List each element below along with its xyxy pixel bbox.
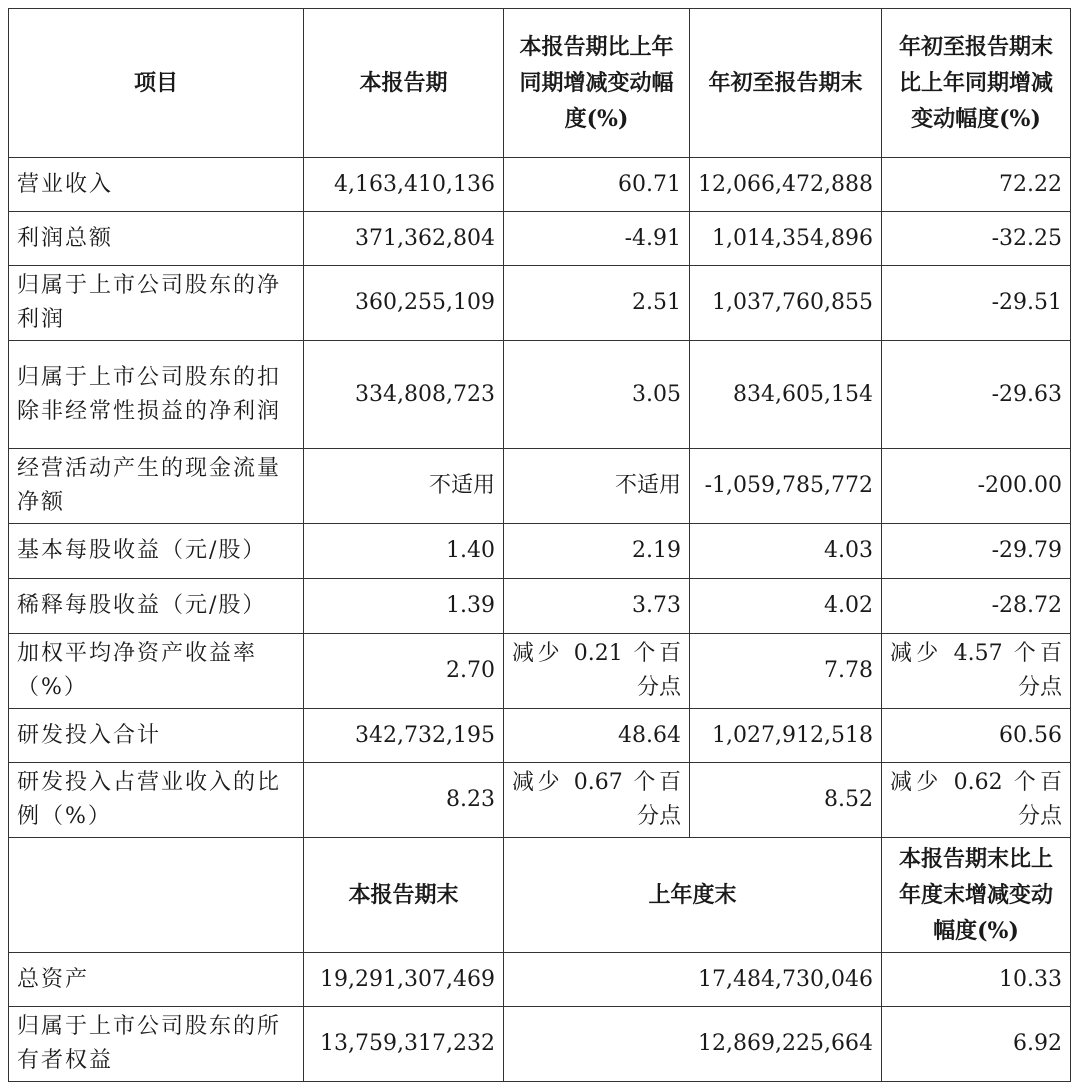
cell-change: 10.33: [882, 953, 1071, 1007]
table-row: [9, 763, 1071, 838]
cell-ytd: 12,066,472,888: [690, 158, 882, 212]
cell-current-yoy: 3.73: [504, 579, 690, 634]
cell-current: 1.39: [304, 579, 504, 634]
row-label: 归属于上市公司股东的净利润: [9, 266, 304, 341]
cell-last-year-end: 17,484,730,046: [504, 953, 882, 1007]
table-row: [9, 953, 1071, 1007]
table-row: [9, 449, 1071, 524]
header-row: [9, 9, 1071, 158]
row-label: 归属于上市公司股东的扣除非经常性损益的净利润: [9, 341, 304, 449]
cell-current-yoy: -4.91: [504, 212, 690, 266]
cell-current: 371,362,804: [304, 212, 504, 266]
balance-header-row: [9, 838, 1071, 953]
cell-ytd: 1,027,912,518: [690, 709, 882, 763]
cell-current: 8.23: [304, 763, 504, 838]
cell-ytd-yoy: 60.56: [882, 709, 1071, 763]
cell-ytd: 4.03: [690, 524, 882, 579]
header-period-end: 本报告期末: [304, 838, 504, 953]
table-row: [9, 212, 1071, 266]
header-item: 项目: [9, 9, 304, 158]
cell-ytd-yoy: -29.63: [882, 341, 1071, 449]
cell-ytd-yoy: -29.79: [882, 524, 1071, 579]
financial-table: [8, 8, 1071, 1082]
cell-current: 2.70: [304, 634, 504, 709]
cell-ytd: 8.52: [690, 763, 882, 838]
cell-ytd-yoy: -200.00: [882, 449, 1071, 524]
table-row: [9, 341, 1071, 449]
table-row: [9, 524, 1071, 579]
cell-ytd: 4.02: [690, 579, 882, 634]
cell-current-yoy: 减少 0.67 个百分点: [504, 763, 690, 838]
table-row: [9, 158, 1071, 212]
cell-ytd: -1,059,785,772: [690, 449, 882, 524]
cell-ytd: 1,014,354,896: [690, 212, 882, 266]
cell-change: 6.92: [882, 1007, 1071, 1082]
cell-current: 4,163,410,136: [304, 158, 504, 212]
cell-current-yoy: 2.51: [504, 266, 690, 341]
table-row: [9, 1007, 1071, 1082]
cell-current-yoy: 3.05: [504, 341, 690, 449]
header-last-year-end: 上年度末: [504, 838, 882, 953]
cell-current: 342,732,195: [304, 709, 504, 763]
row-label: 营业收入: [9, 158, 304, 212]
cell-current-yoy: 减少 0.21 个百分点: [504, 634, 690, 709]
cell-ytd: 834,605,154: [690, 341, 882, 449]
table-row: [9, 266, 1071, 341]
cell-period-end: 13,759,317,232: [304, 1007, 504, 1082]
cell-ytd: 1,037,760,855: [690, 266, 882, 341]
cell-last-year-end: 12,869,225,664: [504, 1007, 882, 1082]
row-label: 归属于上市公司股东的所有者权益: [9, 1007, 304, 1082]
row-label: 利润总额: [9, 212, 304, 266]
cell-current: 1.40: [304, 524, 504, 579]
header-change: 本报告期末比上年度末增减变动幅度(%): [882, 838, 1071, 953]
cell-current-yoy: 48.64: [504, 709, 690, 763]
header-ytd-yoy: 年初至报告期末比上年同期增减变动幅度(%): [882, 9, 1071, 158]
cell-ytd-yoy: 72.22: [882, 158, 1071, 212]
balance-header-item: [9, 838, 304, 953]
row-label: 稀释每股收益（元/股）: [9, 579, 304, 634]
row-label: 基本每股收益（元/股）: [9, 524, 304, 579]
cell-ytd-yoy: 减少 0.62 个百分点: [882, 763, 1071, 838]
row-label: 经营活动产生的现金流量净额: [9, 449, 304, 524]
cell-ytd: 7.78: [690, 634, 882, 709]
table-row: [9, 634, 1071, 709]
header-ytd: 年初至报告期末: [690, 9, 882, 158]
cell-ytd-yoy: -29.51: [882, 266, 1071, 341]
row-label: 总资产: [9, 953, 304, 1007]
cell-ytd-yoy: -32.25: [882, 212, 1071, 266]
cell-current-yoy: 不适用: [504, 449, 690, 524]
row-label: 研发投入合计: [9, 709, 304, 763]
cell-period-end: 19,291,307,469: [304, 953, 504, 1007]
cell-current-yoy: 60.71: [504, 158, 690, 212]
row-label: 研发投入占营业收入的比例（%）: [9, 763, 304, 838]
row-label: 加权平均净资产收益率（%）: [9, 634, 304, 709]
table-row: [9, 709, 1071, 763]
financial-summary: [8, 8, 1071, 1082]
cell-current-yoy: 2.19: [504, 524, 690, 579]
table-row: [9, 579, 1071, 634]
cell-ytd-yoy: 减少 4.57 个百分点: [882, 634, 1071, 709]
header-current-period: 本报告期: [304, 9, 504, 158]
cell-current: 334,808,723: [304, 341, 504, 449]
header-current-yoy: 本报告期比上年同期增减变动幅度(%): [504, 9, 690, 158]
cell-current: 不适用: [304, 449, 504, 524]
cell-ytd-yoy: -28.72: [882, 579, 1071, 634]
cell-current: 360,255,109: [304, 266, 504, 341]
